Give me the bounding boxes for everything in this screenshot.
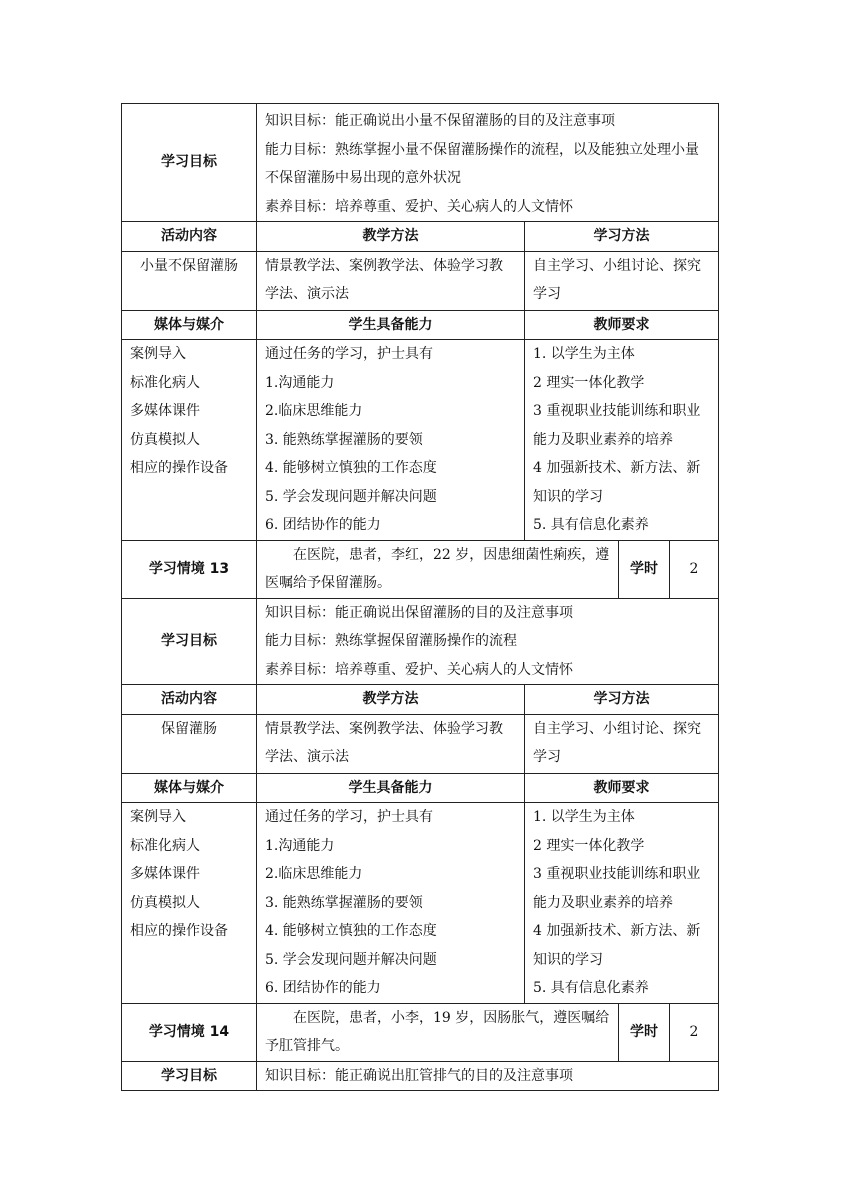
media-item: 案例导入 — [130, 809, 186, 825]
media-item: 案例导入 — [130, 346, 186, 362]
ability-item: 1.沟通能力 — [265, 374, 335, 391]
knowledge-objective: 知识目标：能正确说出肛管排气的目的及注意事项 — [257, 1061, 719, 1091]
knowledge-objective: 知识目标：能正确说出保留灌肠的目的及注意事项 — [265, 604, 573, 621]
ability-item: 2.临床思维能力 — [265, 403, 363, 419]
media-header: 媒体与媒介 — [122, 310, 257, 340]
requirement-item: 4 加强新技术、新方法、新知识的学习 — [533, 923, 701, 968]
objectives-cell — [257, 598, 719, 685]
ability-item: 5. 学会发现问题并解决问题 — [265, 951, 437, 968]
activity-content: 保留灌肠 — [122, 714, 257, 773]
hours-label: 学时 — [619, 1003, 670, 1061]
ability-item: 4. 能够树立慎独的工作态度 — [265, 923, 437, 939]
teaching-method-header: 教学方法 — [257, 685, 525, 715]
scenario-14-text: 在医院，患者，小李，19 岁，因肠胀气，遵医嘱给予肛管排气。 — [257, 1003, 619, 1061]
quality-objective: 素养目标：培养尊重、爱护、关心病人的人文情怀 — [265, 198, 573, 215]
requirement-item: 2 理实一体化教学 — [533, 374, 645, 391]
abilities-list — [257, 340, 525, 541]
ability-item: 3. 能熟练掌握灌肠的要领 — [265, 431, 423, 448]
quality-objective: 素养目标：培养尊重、爱护、关心病人的人文情怀 — [265, 661, 573, 678]
ability-objective: 能力目标：熟练掌握小量不保留灌肠操作的流程，以及能独立处理小量不保留灌肠中易出现的意外状况 — [265, 141, 699, 186]
scenario-13-text: 在医院，患者，李红，22 岁，因患细菌性痢疾，遵医嘱给予保留灌肠。 — [257, 540, 619, 598]
abilities-header: 学生具备能力 — [257, 310, 525, 340]
objectives-label: 学习目标 — [122, 104, 257, 222]
requirement-item: 2 理实一体化教学 — [533, 837, 645, 854]
lesson-plan-document — [121, 103, 718, 1091]
ability-item: 2.临床思维能力 — [265, 866, 363, 882]
abilities-list — [257, 803, 525, 1004]
lesson-plan-table — [121, 103, 719, 1091]
media-item: 标准化病人 — [130, 837, 200, 854]
abilities-header: 学生具备能力 — [257, 773, 525, 803]
requirements-list — [525, 340, 719, 541]
media-item: 仿真模拟人 — [130, 431, 200, 448]
ability-item: 4. 能够树立慎独的工作态度 — [265, 460, 437, 476]
learning-method-header: 学习方法 — [525, 222, 719, 252]
requirement-item: 1. 以学生为主体 — [533, 809, 635, 825]
media-item: 相应的操作设备 — [130, 923, 228, 939]
knowledge-objective: 知识目标：能正确说出小量不保留灌肠的目的及注意事项 — [265, 113, 615, 129]
media-list — [122, 803, 257, 1004]
requirement-item: 3 重视职业技能训练和职业能力及职业素养的培养 — [533, 403, 701, 448]
ability-item: 3. 能熟练掌握灌肠的要领 — [265, 894, 423, 911]
requirement-item: 4 加强新技术、新方法、新知识的学习 — [533, 460, 701, 505]
ability-item: 1.沟通能力 — [265, 837, 335, 854]
hours-value: 2 — [670, 540, 719, 598]
hours-label: 学时 — [619, 540, 670, 598]
teaching-method-header: 教学方法 — [257, 222, 525, 252]
hours-value: 2 — [670, 1003, 719, 1061]
requirement-item: 3 重视职业技能训练和职业能力及职业素养的培养 — [533, 866, 701, 911]
learning-methods: 自主学习、小组讨论、探究学习 — [525, 714, 719, 773]
learning-method-header: 学习方法 — [525, 685, 719, 715]
scenario-13-label: 学习情境 13 — [122, 540, 257, 598]
requirement-item: 5. 具有信息化素养 — [533, 517, 649, 533]
requirement-item: 1. 以学生为主体 — [533, 346, 635, 362]
ability-item: 通过任务的学习，护士具有 — [265, 809, 433, 825]
activity-header: 活动内容 — [122, 222, 257, 252]
requirement-item: 5. 具有信息化素养 — [533, 980, 649, 996]
objectives-cell — [257, 104, 719, 222]
objectives-label: 学习目标 — [122, 598, 257, 685]
objectives-label: 学习目标 — [122, 1061, 257, 1091]
ability-item: 6. 团结协作的能力 — [265, 980, 381, 996]
ability-objective: 能力目标：熟练掌握保留灌肠操作的流程 — [265, 633, 517, 649]
media-item: 标准化病人 — [130, 374, 200, 391]
ability-item: 6. 团结协作的能力 — [265, 517, 381, 533]
requirements-list — [525, 803, 719, 1004]
media-list — [122, 340, 257, 541]
media-item: 相应的操作设备 — [130, 460, 228, 476]
media-item: 仿真模拟人 — [130, 894, 200, 911]
teaching-methods: 情景教学法、案例教学法、体验学习教学法、演示法 — [257, 714, 525, 773]
learning-methods: 自主学习、小组讨论、探究学习 — [525, 251, 719, 310]
ability-item: 通过任务的学习，护士具有 — [265, 346, 433, 362]
requirements-header: 教师要求 — [525, 310, 719, 340]
teaching-methods: 情景教学法、案例教学法、体验学习教学法、演示法 — [257, 251, 525, 310]
ability-item: 5. 学会发现问题并解决问题 — [265, 488, 437, 505]
activity-header: 活动内容 — [122, 685, 257, 715]
scenario-14-label: 学习情境 14 — [122, 1003, 257, 1061]
media-item: 多媒体课件 — [130, 866, 200, 882]
media-item: 多媒体课件 — [130, 403, 200, 419]
activity-content: 小量不保留灌肠 — [122, 251, 257, 310]
media-header: 媒体与媒介 — [122, 773, 257, 803]
requirements-header: 教师要求 — [525, 773, 719, 803]
